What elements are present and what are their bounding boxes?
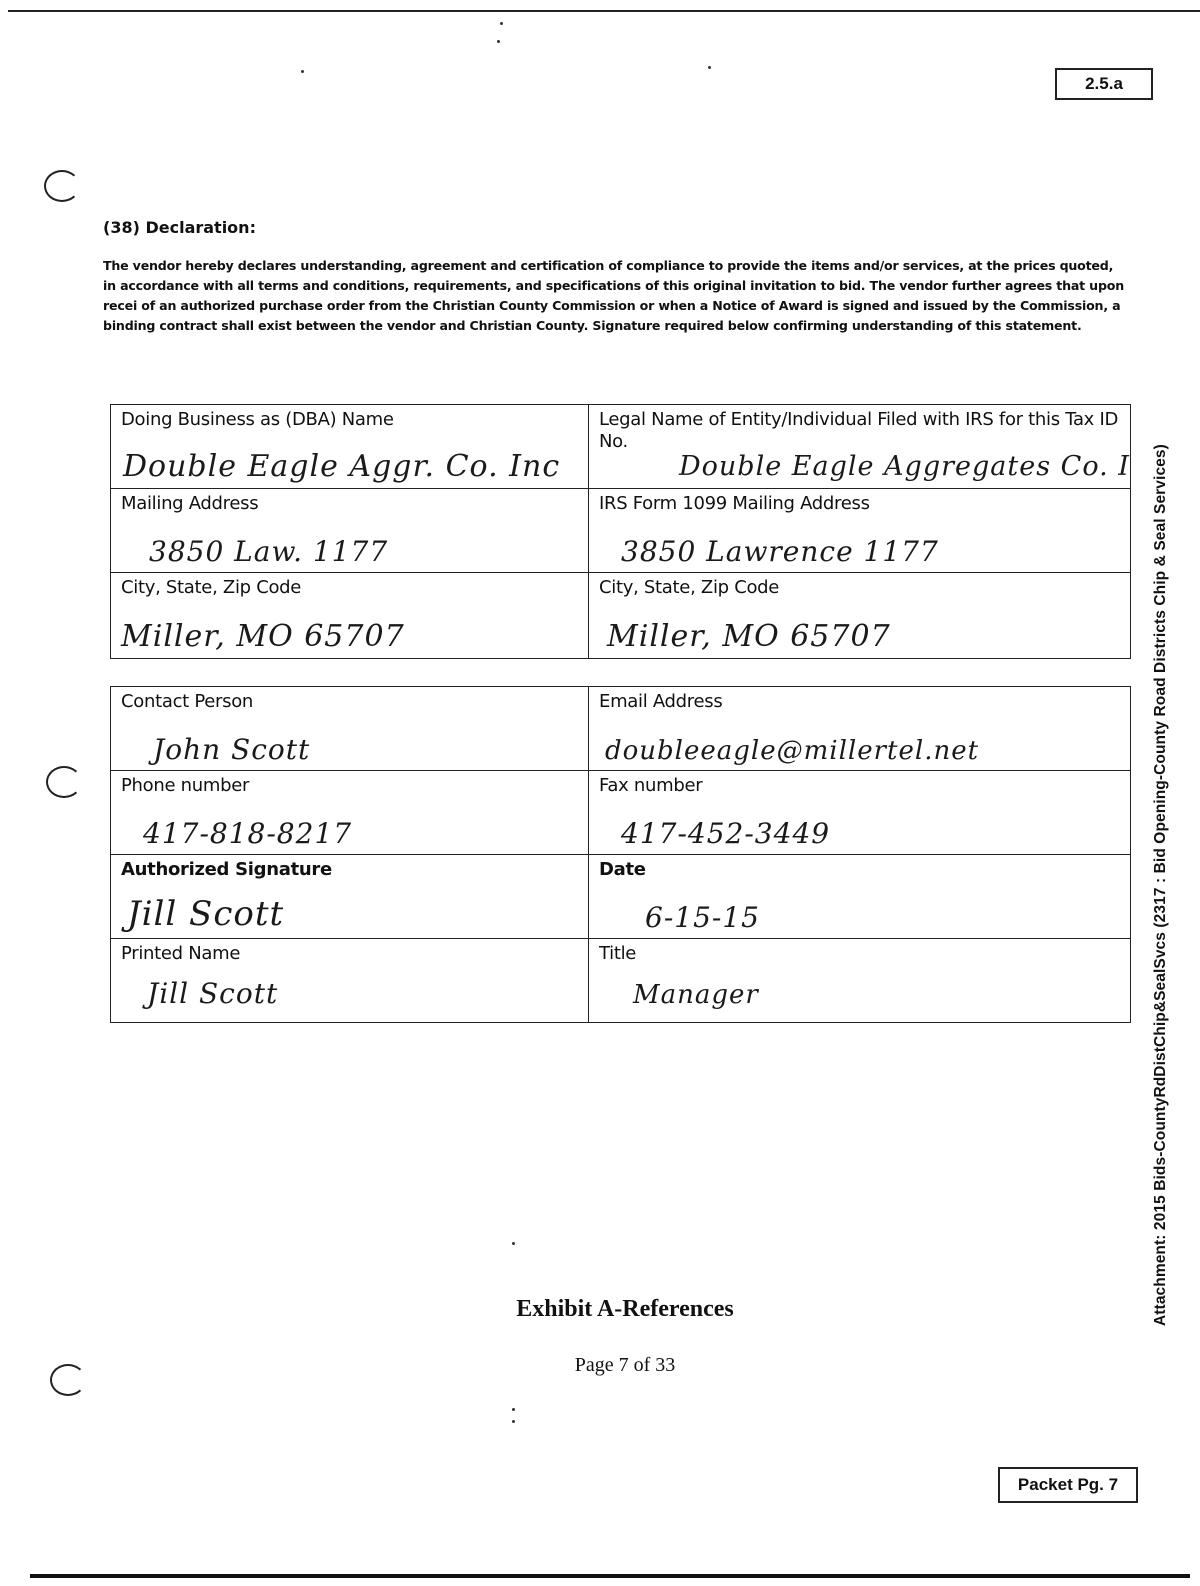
mailing-address-value: 3850 Law. 1177 <box>149 535 389 568</box>
email-value: doubleeagle@millertel.net <box>605 736 980 766</box>
city-state-zip-cell <box>111 573 589 659</box>
date-cell <box>589 855 1131 939</box>
printed-name-label: Printed Name <box>121 943 241 964</box>
irs-city-state-zip-label: City, State, Zip Code <box>599 577 780 598</box>
fax-label: Fax number <box>599 775 703 796</box>
binder-hole-top <box>44 170 80 202</box>
dba-label: Doing Business as (DBA) Name <box>121 409 394 430</box>
declaration-text: The vendor hereby declares understanding, agreement and certification of compliance to provide the items and/or services, at the prices quoted, in accordance with all terms and conditions, requirements, and specifications of this original invitation to bid. The vendor further agrees that upon recei of an authorized purchase order from the Christian County Commission or when a Notice of Award is signed and issued by the Commission, a binding contract shall exist between the vendor and Christian County. Signature required below confirming understanding of this statement. <box>103 258 1124 333</box>
fax-cell <box>589 771 1131 855</box>
legal-name-label: Legal Name of Entity/Individual Filed with IRS for this Tax ID No. <box>599 409 1119 452</box>
email-label: Email Address <box>599 691 723 712</box>
scan-speck <box>301 70 304 73</box>
vendor-info-table <box>110 404 1131 659</box>
mailing-address-label: Mailing Address <box>121 493 259 514</box>
printed-name-value: Jill Scott <box>147 977 279 1010</box>
city-state-zip-value: Miller, MO 65707 <box>121 619 405 654</box>
packet-page-tag: Packet Pg. 7 <box>998 1467 1138 1503</box>
date-value: 6-15-15 <box>645 901 760 934</box>
scan-speck <box>512 1408 515 1411</box>
attachment-side-note: Attachment: 2015 Bids-CountyRdDistChip&SealSvcs (2317 : Bid Opening-County Road Districts Chip & Seal Services) <box>1152 444 1169 1326</box>
page-number: Page 7 of 33 <box>574 1354 676 1376</box>
declaration-heading: (38) Declaration: <box>103 218 256 237</box>
printed-name-cell <box>111 939 589 1023</box>
contact-person-cell <box>111 687 589 771</box>
mailing-address-cell <box>111 489 589 573</box>
scan-speck <box>497 40 500 43</box>
scan-speck <box>512 1242 515 1245</box>
authorized-signature-value: Jill Scott <box>127 894 285 934</box>
authorized-signature-cell <box>111 855 589 939</box>
title-label: Title <box>599 943 637 964</box>
contact-person-label: Contact Person <box>121 691 254 712</box>
title-cell <box>589 939 1131 1023</box>
scan-speck <box>708 66 711 69</box>
dba-value: Double Eagle Aggr. Co. Inc <box>123 449 561 484</box>
irs-city-state-zip-cell <box>589 573 1131 659</box>
irs-address-label: IRS Form 1099 Mailing Address <box>599 493 870 514</box>
title-value: Manager <box>633 980 759 1010</box>
contact-info-table <box>110 686 1131 1023</box>
phone-value: 417-818-8217 <box>143 817 353 850</box>
scan-speck <box>512 1420 515 1423</box>
irs-address-cell <box>589 489 1131 573</box>
scan-speck <box>500 22 503 25</box>
dba-cell <box>111 405 589 489</box>
contact-person-value: John Scott <box>153 733 311 766</box>
authorized-signature-label: Authorized Signature <box>121 859 332 880</box>
date-label: Date <box>599 859 646 880</box>
phone-label: Phone number <box>121 775 250 796</box>
legal-name-cell <box>589 405 1131 489</box>
email-cell <box>589 687 1131 771</box>
city-state-zip-label: City, State, Zip Code <box>121 577 302 598</box>
top-border-line <box>8 10 1200 12</box>
binder-hole-middle <box>46 766 82 798</box>
legal-name-value: Double Eagle Aggregates Co. I <box>679 451 1130 482</box>
agenda-tag: 2.5.a <box>1055 68 1153 100</box>
fax-value: 417-452-3449 <box>621 817 831 850</box>
irs-city-state-zip-value: Miller, MO 65707 <box>607 619 891 654</box>
phone-cell <box>111 771 589 855</box>
irs-address-value: 3850 Lawrence 1177 <box>621 535 939 568</box>
exhibit-title: Exhibit A-References <box>516 1296 734 1322</box>
bottom-border-line <box>30 1574 1190 1578</box>
